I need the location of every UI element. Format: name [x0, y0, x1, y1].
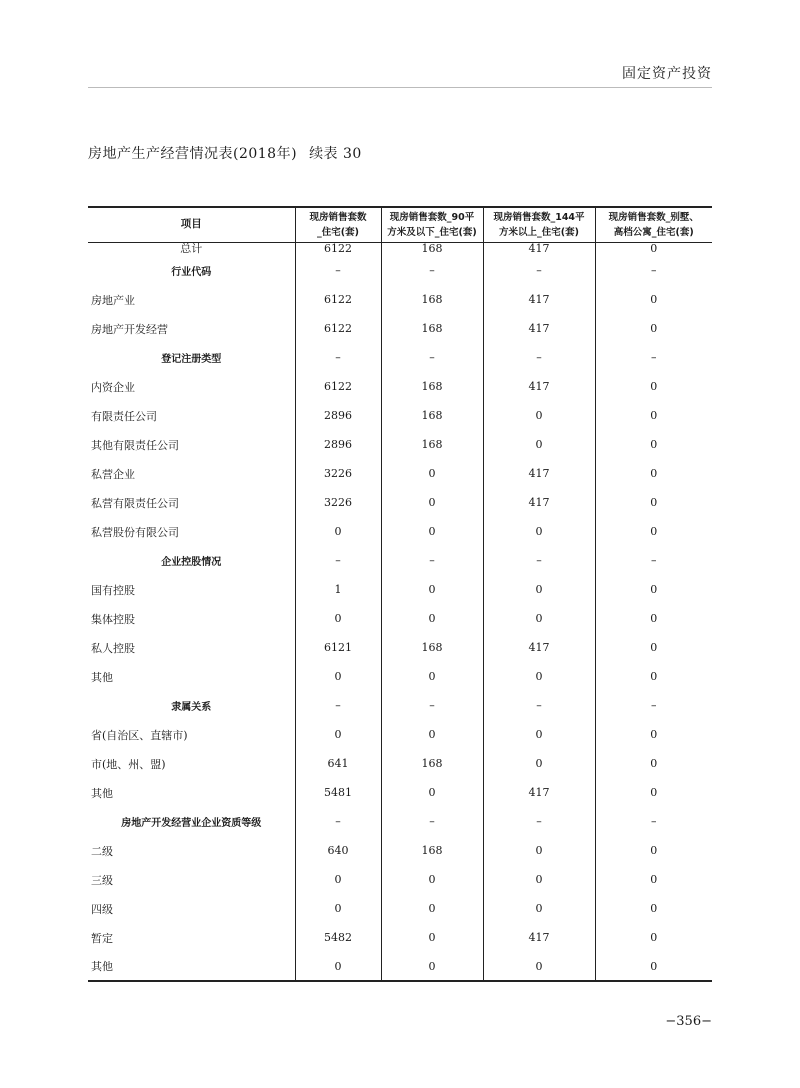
cell-value: –	[483, 807, 595, 836]
table-row	[88, 923, 712, 952]
table-row	[88, 836, 712, 865]
cell-value: 0	[483, 517, 595, 546]
cell-value: 417	[483, 488, 595, 517]
table-row	[88, 865, 712, 894]
row-label: 房地产业	[91, 293, 135, 307]
cell-value: 0	[381, 488, 483, 517]
table-row	[88, 401, 712, 430]
cell-value: 6121	[295, 633, 381, 662]
cell-value: 0	[381, 575, 483, 604]
table-row	[88, 372, 712, 401]
cell-value: 0	[295, 952, 381, 981]
cell-value: 0	[381, 923, 483, 952]
table-title-text: 房地产生产经营情况表(2018年)	[88, 146, 298, 162]
cell-value: 0	[595, 720, 712, 749]
table-continuation: 续表 30	[309, 146, 362, 162]
column-header-sales-total: 现房销售套数 _住宅(套)	[295, 207, 381, 242]
cell-value: 3226	[295, 459, 381, 488]
table-row	[88, 749, 712, 778]
cell-value: 0	[595, 285, 712, 314]
cell-value: –	[381, 691, 483, 720]
table-title	[88, 143, 362, 163]
cell-value: 168	[381, 633, 483, 662]
cell-value: 6122	[295, 372, 381, 401]
cell-value: 0	[595, 952, 712, 981]
cell-value: –	[595, 691, 712, 720]
cell-value: –	[595, 807, 712, 836]
table-row	[88, 343, 712, 372]
cell-value: 0	[295, 604, 381, 633]
table-row	[88, 256, 712, 285]
cell-value: –	[595, 256, 712, 285]
column-header-sales-over-144: 现房销售套数_144平 方米以上_住宅(套)	[483, 207, 595, 242]
cell-value: –	[483, 691, 595, 720]
cell-value: 0	[483, 836, 595, 865]
statistics-table	[88, 206, 712, 982]
cell-value: 417	[483, 314, 595, 343]
cell-value: 0	[595, 575, 712, 604]
section-heading: 行业代码	[171, 267, 212, 278]
cell-value: 640	[295, 836, 381, 865]
cell-value: 0	[595, 401, 712, 430]
cell-value: 417	[483, 372, 595, 401]
cell-value: 0	[595, 923, 712, 952]
table-body	[88, 242, 712, 981]
cell-value: 0	[381, 662, 483, 691]
cell-value: 168	[381, 285, 483, 314]
cell-value: –	[295, 343, 381, 372]
row-label: 暂定	[91, 931, 113, 945]
cell-value: 417	[483, 242, 595, 256]
table-row	[88, 242, 712, 256]
cell-value: 0	[483, 401, 595, 430]
cell-value: 168	[381, 401, 483, 430]
row-label: 其他有限责任公司	[91, 438, 179, 452]
row-label: 四级	[91, 902, 113, 916]
cell-value: 168	[381, 749, 483, 778]
cell-value: 5481	[295, 778, 381, 807]
row-label: 私营有限责任公司	[91, 496, 179, 510]
cell-value: 0	[595, 662, 712, 691]
cell-value: –	[381, 807, 483, 836]
cell-value: 0	[295, 865, 381, 894]
header-row	[88, 207, 712, 242]
cell-value: 168	[381, 430, 483, 459]
cell-value: 641	[295, 749, 381, 778]
row-label: 内资企业	[91, 380, 135, 394]
row-label: 总计	[180, 241, 203, 255]
cell-value: 0	[381, 720, 483, 749]
cell-value: 0	[381, 894, 483, 923]
table-header	[88, 207, 712, 242]
table-row	[88, 285, 712, 314]
cell-value: 0	[595, 517, 712, 546]
cell-value: 0	[595, 633, 712, 662]
cell-value: –	[595, 546, 712, 575]
column-header-sales-villa: 现房销售套数_别墅、 高档公寓_住宅(套)	[595, 207, 712, 242]
section-heading: 企业控股情况	[161, 557, 222, 568]
cell-value: –	[295, 691, 381, 720]
cell-value: 0	[595, 836, 712, 865]
cell-value: 0	[595, 604, 712, 633]
cell-value: 2896	[295, 430, 381, 459]
cell-value: –	[483, 343, 595, 372]
cell-value: 0	[295, 894, 381, 923]
table-row	[88, 691, 712, 720]
table-row	[88, 662, 712, 691]
table-row	[88, 430, 712, 459]
cell-value: 0	[595, 242, 712, 256]
table-row	[88, 314, 712, 343]
page-header-section: 固定资产投资	[622, 66, 712, 82]
cell-value: –	[295, 807, 381, 836]
cell-value: 1	[295, 575, 381, 604]
page-number: −356−	[665, 1014, 712, 1029]
cell-value: 417	[483, 459, 595, 488]
cell-value: 0	[295, 720, 381, 749]
cell-value: 0	[381, 865, 483, 894]
cell-value: 0	[381, 778, 483, 807]
cell-value: 417	[483, 633, 595, 662]
row-label: 私营企业	[91, 467, 135, 481]
cell-value: 0	[295, 517, 381, 546]
row-label: 集体控股	[91, 612, 135, 626]
cell-value: 0	[483, 430, 595, 459]
cell-value: 417	[483, 923, 595, 952]
column-header-sales-under-90: 现房销售套数_90平 方米及以下_住宅(套)	[381, 207, 483, 242]
row-label: 其他	[91, 786, 113, 800]
cell-value: 0	[483, 865, 595, 894]
cell-value: 168	[381, 372, 483, 401]
cell-value: 0	[381, 952, 483, 981]
cell-value: 0	[595, 488, 712, 517]
cell-value: –	[483, 546, 595, 575]
cell-value: 0	[483, 749, 595, 778]
cell-value: 168	[381, 314, 483, 343]
cell-value: –	[381, 546, 483, 575]
row-label: 三级	[91, 873, 113, 887]
table-row	[88, 894, 712, 923]
cell-value: 0	[483, 662, 595, 691]
row-label: 其他	[88, 952, 295, 981]
cell-value: 0	[595, 314, 712, 343]
cell-value: –	[595, 343, 712, 372]
table-row	[88, 575, 712, 604]
cell-value: 0	[483, 720, 595, 749]
row-label: 国有控股	[91, 583, 135, 597]
section-heading: 隶属关系	[171, 702, 212, 713]
cell-value: 0	[483, 604, 595, 633]
cell-value: –	[295, 256, 381, 285]
cell-value: 0	[381, 604, 483, 633]
row-label: 有限责任公司	[91, 409, 157, 423]
cell-value: 6122	[295, 285, 381, 314]
cell-value: 0	[595, 865, 712, 894]
row-label: 房地产开发经营	[91, 322, 168, 336]
cell-value: 6122	[295, 314, 381, 343]
cell-value: 5482	[295, 923, 381, 952]
cell-value: 0	[595, 372, 712, 401]
table-row	[88, 459, 712, 488]
cell-value: 168	[381, 836, 483, 865]
table-row	[88, 517, 712, 546]
cell-value: 0	[595, 894, 712, 923]
row-label: 私营股份有限公司	[91, 525, 179, 539]
table-row	[88, 720, 712, 749]
row-label: 私人控股	[91, 641, 135, 655]
table-container	[88, 206, 712, 982]
cell-value: 417	[483, 285, 595, 314]
cell-value: 0	[381, 459, 483, 488]
table-row	[88, 546, 712, 575]
row-label: 其他	[91, 670, 113, 684]
cell-value: 0	[595, 459, 712, 488]
row-label: 二级	[91, 844, 113, 858]
cell-value: 3226	[295, 488, 381, 517]
column-header-item: 项目	[88, 207, 295, 242]
table-row	[88, 807, 712, 836]
cell-value: 0	[295, 662, 381, 691]
cell-value: 0	[483, 952, 595, 981]
cell-value: 0	[595, 430, 712, 459]
table-row	[88, 778, 712, 807]
cell-value: 0	[483, 575, 595, 604]
cell-value: 0	[483, 894, 595, 923]
table-row	[88, 952, 712, 981]
table-row	[88, 633, 712, 662]
cell-value: –	[381, 343, 483, 372]
row-label: 省(自治区、直辖市)	[91, 728, 188, 742]
cell-value: –	[381, 256, 483, 285]
cell-value: 0	[381, 517, 483, 546]
section-heading: 房地产开发经营业企业资质等级	[121, 818, 262, 829]
cell-value: 168	[381, 242, 483, 256]
header-rule	[88, 87, 712, 88]
cell-value: 0	[595, 749, 712, 778]
cell-value: –	[483, 256, 595, 285]
section-heading: 登记注册类型	[161, 354, 222, 365]
cell-value: –	[295, 546, 381, 575]
table-row	[88, 488, 712, 517]
table-row	[88, 604, 712, 633]
cell-value: 2896	[295, 401, 381, 430]
cell-value: 6122	[295, 242, 381, 256]
cell-value: 0	[595, 778, 712, 807]
cell-value: 417	[483, 778, 595, 807]
row-label: 市(地、州、盟)	[91, 757, 166, 771]
